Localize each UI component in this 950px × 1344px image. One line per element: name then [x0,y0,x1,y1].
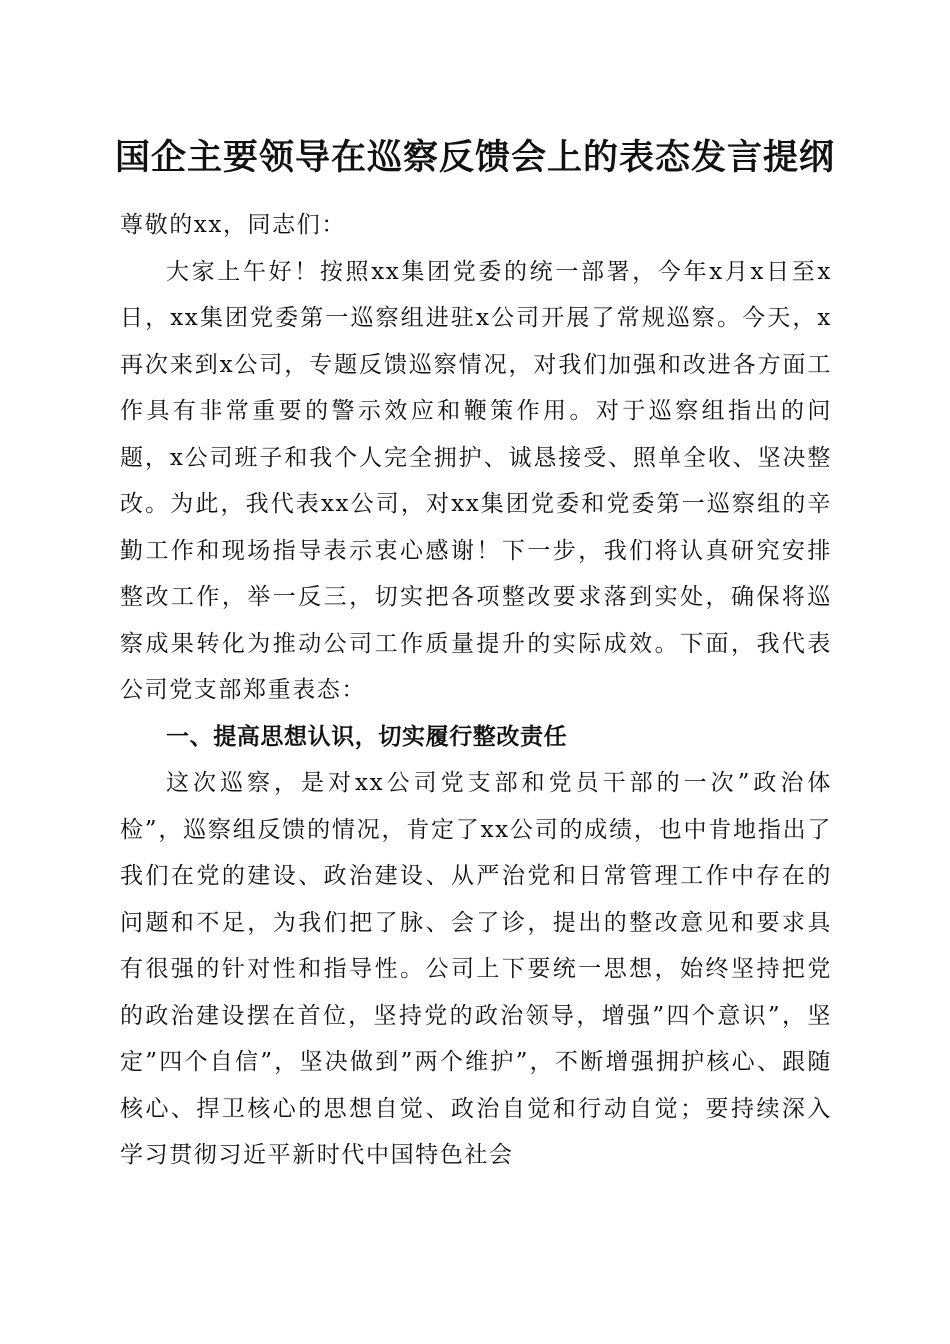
section-heading-1: 一、提高思想认识，切实履行整改责任 [166,723,568,750]
document-title: 国企主要领导在巡察反馈会上的表态发言提纲 [114,137,835,178]
paragraph-opening: 大家上午好！按照xx集团党委的统一部署，今年x月x日至x日，xx集团党委第一巡察组进驻x公司开展了常规巡察。今天，x再次来到x公司，专题反馈巡察情况，对我们加强和改进各方面工作具有非常重要的警示效应和鞭策作用。对于巡察组指出的问题，x公司班子和我个人完全拥护、诚恳接受、照单全收、坚决整改。为此，我代表xx公司，对xx集团党委和党委第一巡察组的辛勤工作和现场指导表示衷心感谢！下一步，我们将认真研究安排整改工作，举一反三，切实把各项整改要求落到实处，确保将巡察成果转化为推动公司工作质量提升的实际成效。下面，我代表公司党支部郑重表态： [120,258,832,703]
document-body [120,202,832,1179]
salutation: 尊敬的xx，同志们： [120,212,346,238]
paragraph-section-1: 这次巡察，是对xx公司党支部和党员干部的一次”政治体检”，巡察组反馈的情况，肯定了xx公司的成绩，也中肯地指出了我们在党的建设、政治建设、从严治党和日常管理工作中存在的问题和不足，为我们把了脉、会了诊，提出的整改意见和要求具有很强的针对性和指导性。公司上下要统一思想，始终坚持把党的政治建设摆在首位，坚持党的政治领导，增强”四个意识”，坚定”四个自信”，坚决做到”两个维护”，不断增强拥护核心、跟随核心、捍卫核心的思想自觉、政治自觉和行动自觉；要持续深入学习贯彻习近平新时代中国特色社会 [120,770,832,1168]
